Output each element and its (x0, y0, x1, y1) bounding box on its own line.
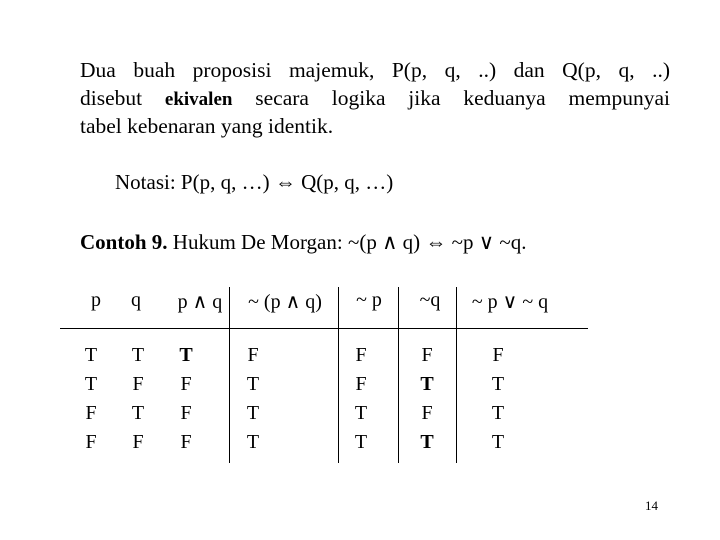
table-divider-1 (229, 287, 230, 463)
table-cell-r2-not-p-or-not-q: T (491, 402, 505, 424)
table-cell-r1-not-p-or-not-q: T (491, 373, 505, 395)
example-label: Contoh 9. (80, 230, 168, 254)
table-cell-r0-p-and-q: T (179, 344, 193, 366)
table-cell-r1-not-p-and-q: T (246, 373, 260, 395)
table-cell-r2-not-q: F (421, 402, 433, 424)
paragraph-line-2-end: secara logika jika keduanya mempunyai (255, 86, 671, 110)
table-divider-4 (456, 287, 457, 463)
paragraph-line-2-start: disebut (80, 86, 143, 110)
paragraph-line-2 (80, 84, 670, 114)
table-cell-r1-not-q: T (420, 373, 434, 395)
table-header-p-and-q: p ∧ q (177, 291, 223, 313)
table-header-divider (60, 328, 588, 329)
paragraph-line-3 (80, 112, 333, 140)
table-cell-r2-not-p: T (354, 402, 368, 424)
table-cell-r1-p-and-q: F (180, 373, 192, 395)
table-header-not-p-or-not-q: ~ p ∨ ~ q (471, 291, 549, 313)
table-cell-r3-not-p: T (354, 431, 368, 453)
paragraph-line-1 (80, 56, 670, 84)
table-cell-r2-p: F (85, 402, 97, 424)
table-cell-r3-not-q: T (420, 431, 434, 453)
table-header-q: q (131, 289, 141, 311)
page-number: 14 (645, 498, 658, 513)
table-header-p: p (91, 289, 101, 311)
table-cell-r0-q: T (131, 344, 145, 366)
table-cell-r0-p: T (84, 344, 98, 366)
table-cell-r3-p-and-q: F (180, 431, 192, 453)
table-cell-r2-p-and-q: F (180, 402, 192, 424)
table-cell-r1-p: T (84, 373, 98, 395)
table-cell-r1-q: F (132, 373, 144, 395)
table-cell-r2-not-p-and-q: T (246, 402, 260, 424)
table-header-not-p-and-q: ~ (p ∧ q) (248, 291, 322, 313)
table-cell-r3-not-p-and-q: T (246, 431, 260, 453)
table-cell-r0-not-p-or-not-q: F (492, 344, 504, 366)
table-cell-r1-not-p: F (355, 373, 367, 395)
table-header-not-q: ~q (419, 289, 441, 311)
table-cell-r0-not-p: F (355, 344, 367, 366)
example-heading (80, 230, 527, 255)
table-cell-r0-not-q: F (421, 344, 433, 366)
notation-line: Notasi: P(p, q, …) ⇔ Q(p, q, …) (115, 170, 394, 194)
table-cell-r3-not-p-or-not-q: T (491, 431, 505, 453)
paragraph-line-3-text: tabel kebenaran yang identik. (80, 114, 334, 138)
table-cell-r0-not-p-and-q: F (247, 344, 259, 366)
table-divider-3 (398, 287, 399, 463)
bold-term-ekivalen: ekivalen (164, 89, 233, 110)
paragraph-line-1-text: Dua buah proposisi majemuk, P(p, q, ..) dan Q(p, q, ..) (80, 58, 670, 82)
table-divider-2 (338, 287, 339, 463)
table-cell-r2-q: T (131, 402, 145, 424)
table-header-not-p: ~ p (356, 289, 382, 311)
table-cell-r3-q: F (132, 431, 144, 453)
table-cell-r3-p: F (85, 431, 97, 453)
example-text: Hukum De Morgan: ~(p ∧ q) ⇔ ~p ∨ ~q. (172, 230, 527, 254)
